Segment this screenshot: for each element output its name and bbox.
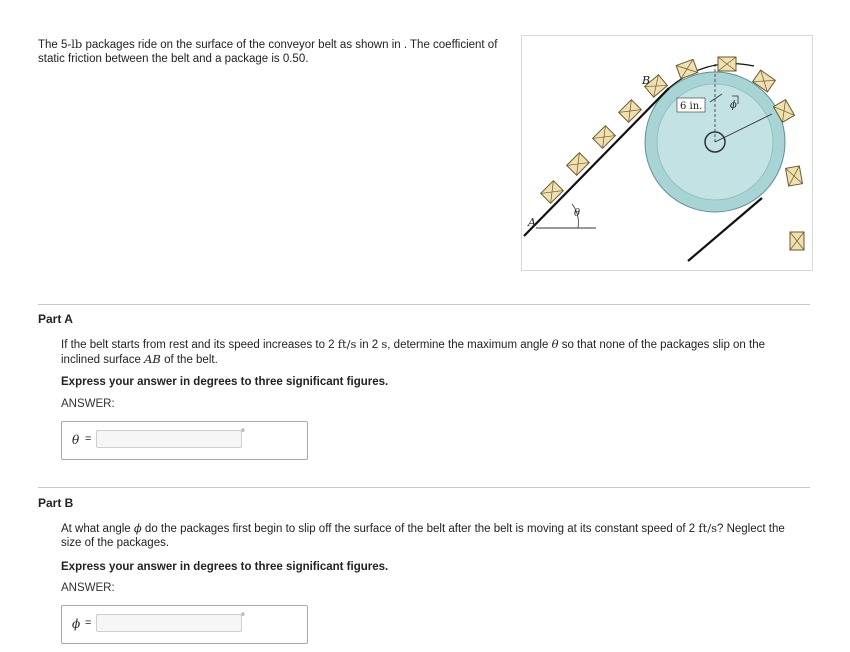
- part-b-divider: [38, 487, 810, 488]
- part-a-question: If the belt starts from rest and its speed increases to 2 ft/s in 2 s, determine the maximum angle θ so that none of the packages slip on the inclined surface AB of the belt.: [61, 337, 766, 366]
- part-b-symbol: ϕ: [72, 617, 81, 631]
- part-a-title: Part A: [38, 312, 73, 326]
- part-a-answer-input[interactable]: [96, 430, 242, 448]
- part-b-answer-box: [61, 605, 308, 644]
- part-b-equals: =: [85, 617, 92, 629]
- part-a-equals: =: [85, 433, 92, 445]
- conveyor-diagram: [522, 36, 812, 270]
- belt-incline: [524, 88, 669, 236]
- label-radius: 6 in.: [680, 101, 703, 112]
- intro-text-2: packages ride on the surface of the conveyor belt as shown in . The coefficient of static friction between the belt and a package is 0.50.: [38, 39, 498, 65]
- part-b-instruction: Express your answer in degrees to three significant figures.: [61, 561, 389, 573]
- label-A: A: [528, 216, 536, 229]
- part-b-answer-input[interactable]: [96, 614, 242, 632]
- part-b-answer-label: ANSWER:: [61, 582, 115, 594]
- conveyor-figure: [521, 35, 813, 271]
- part-b-question: At what angle ϕ do the packages first begin to slip off the surface of the belt after the belt is moving at its constant speed of 2 ft/s? Neglect the size of the packages.: [61, 521, 785, 549]
- part-b-degree-unit: °: [241, 612, 245, 623]
- part-b-title: Part B: [38, 496, 74, 510]
- part-a-instruction: Express your answer in degrees to three significant figures.: [61, 376, 389, 388]
- label-phi: ϕ: [730, 100, 737, 111]
- part-a-answer-label: ANSWER:: [61, 398, 115, 410]
- part-a-answer-box: [61, 421, 308, 460]
- label-B: B: [642, 74, 651, 87]
- part-a-divider: [38, 304, 810, 305]
- problem-statement: [38, 37, 508, 66]
- part-a-symbol: θ: [72, 433, 80, 447]
- intro-unit-lb: lb: [71, 37, 83, 51]
- part-a-degree-unit: °: [241, 428, 245, 439]
- intro-text-1: The 5-: [38, 39, 72, 51]
- label-theta: θ: [574, 208, 581, 219]
